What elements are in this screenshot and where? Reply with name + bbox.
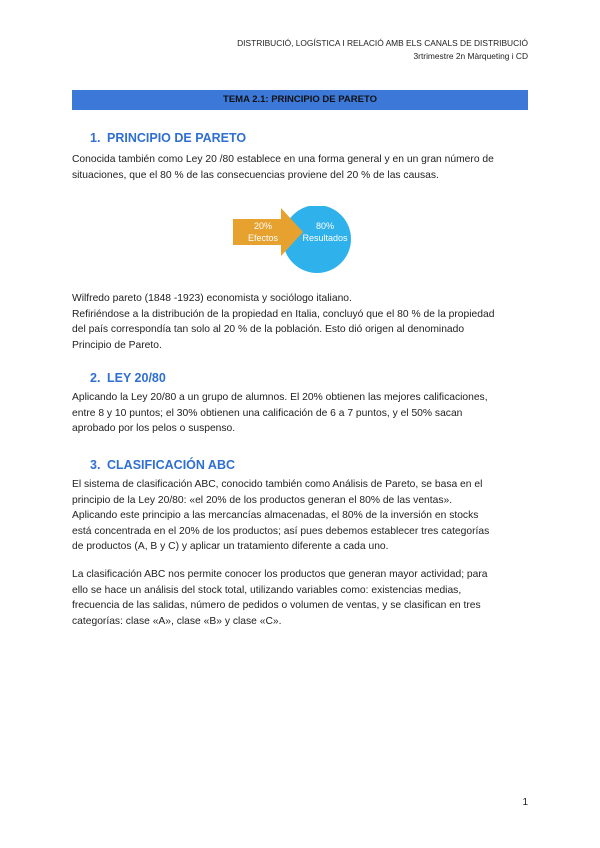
circle-percent: 80%: [315, 221, 335, 231]
header-course-title: DISTRIBUCIÓ, LOGÍSTICA I RELACIÓ AMB ELS CANALS DE DISTRIBUCIÓ: [237, 38, 528, 48]
text-line: del país correspondía tan solo al 20 % de la población. Esto dió origen al denominado: [72, 324, 465, 336]
circle-label: Resultados: [302, 233, 348, 243]
topic-banner: TEMA 2.1: PRINCIPIO DE PARETO: [72, 90, 528, 110]
paragraph-abc-classification: [72, 567, 530, 629]
paragraph-abc-system: [72, 477, 530, 555]
text-line: Principio de Pareto.: [72, 339, 162, 351]
section-title: CLASIFICACIÓN ABC: [107, 458, 236, 472]
section-number: 2.: [90, 371, 101, 385]
text-line: principio de la Ley 20/80: «el 20% de los productos generan el 80% de las ventas».: [72, 494, 453, 506]
text-line: entre 8 y 10 puntos; el 30% obtienen una calificación de 6 a 7 puntos, y el 50% sacan: [72, 407, 463, 419]
section-heading-1: [90, 131, 246, 145]
text-line: situaciones, que el 80 % de las consecuencias proviene del 20 % de las causas.: [72, 169, 439, 181]
paragraph-pareto-intro: [72, 152, 530, 183]
text-line: Aplicando la Ley 20/80 a un grupo de alumnos. El 20% obtienen las mejores calificaciones,: [72, 392, 488, 403]
text-line: aprobado por los pelos o suspenso.: [72, 423, 236, 435]
text-line: El sistema de clasificación ABC, conocido también como Análisis de Pareto, se basa en el: [72, 479, 483, 490]
section-title: LEY 20/80: [107, 371, 166, 385]
header-course-subtitle: 3rtrimestre 2n Màrqueting i CD: [413, 50, 528, 61]
text-line: categorías: clase «A», clase «B» y clase «C».: [72, 615, 282, 627]
text-line: de productos (A, B y C) y aplicar un tratamiento diferente a cada uno.: [72, 541, 389, 553]
section-title: PRINCIPIO DE PARETO: [107, 131, 247, 145]
section-heading-3: [90, 458, 235, 472]
text-line: frecuencia de las salidas, número de pedidos o volumen de ventas, y se clasifican en tres: [72, 600, 481, 612]
section-number: 1.: [90, 131, 101, 145]
paragraph-pareto-history: [72, 291, 530, 353]
arrow-label: Efectos: [247, 233, 279, 243]
text-line: está concentrada en el 20% de los productos; así pues debemos establecer tres categorías: [72, 525, 490, 537]
section-number: 3.: [90, 458, 101, 472]
arrow-percent: 20%: [253, 221, 273, 231]
page-number: 1: [522, 797, 528, 808]
text-line: Wilfredo pareto (1848 -1923) economista y sociólogo italiano.: [72, 293, 352, 304]
page-header: [237, 37, 528, 62]
paragraph-ley-20-80: [72, 390, 530, 437]
text-line: ello se hace un análisis del stock total, utilizando variables como: existencias medias,: [72, 584, 462, 596]
section-heading-2: [90, 371, 166, 385]
text-line: La clasificación ABC nos permite conocer los productos que generan mayor actividad; para: [72, 569, 488, 580]
text-line: Aplicando este principio a las mercancías almacenadas, el 80% de la inversión en stocks: [72, 510, 479, 522]
text-line: Refiriéndose a la distribución de la propiedad en Italia, concluyó que el 80 % de la propiedad: [72, 308, 495, 320]
pareto-diagram: [233, 206, 363, 279]
text-line: Conocida también como Ley 20 /80 establece en una forma general y en un gran número de: [72, 154, 494, 165]
